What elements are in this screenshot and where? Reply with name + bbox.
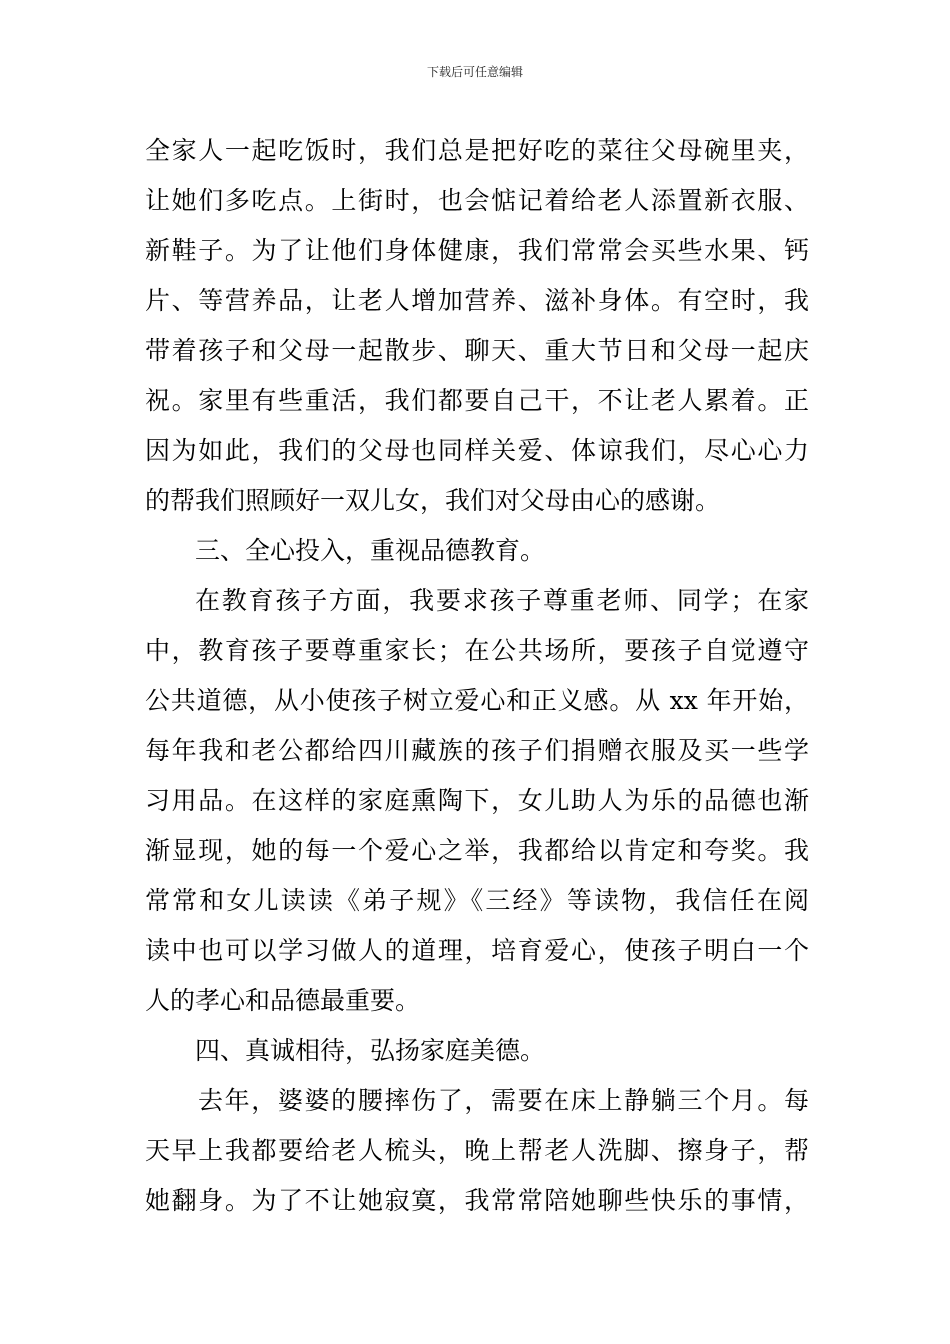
body-line-13: 每年我和老公都给四川藏族的孩子们捐赠衣服及买一些学: [145, 736, 809, 765]
page-header: 下载后可任意编辑: [426, 65, 523, 79]
body-line-10: 在教育孩子方面，我要求孩子尊重老师、同学；在家: [195, 586, 809, 615]
body-line-14: 习用品。在这样的家庭熏陶下，女儿助人为乐的品德也渐: [145, 786, 809, 815]
body-line-12: 公共道德，从小使孩子树立爱心和正义感。从 xx 年开始，: [145, 686, 809, 715]
body-line-1: 全家人一起吃饭时，我们总是把好吃的菜往父母碗里夹，: [145, 136, 809, 165]
section-heading-4: 四、真诚相待，弘扬家庭美德。: [195, 1036, 546, 1065]
body-line-21: 天早上我都要给老人梳头，晚上帮老人洗脚、擦身子，帮: [145, 1136, 809, 1165]
body-line-20: 去年，婆婆的腰摔伤了，需要在床上静躺三个月。每: [198, 1086, 809, 1115]
body-line-18: 人的孝心和品德最重要。: [145, 986, 421, 1015]
body-line-17: 读中也可以学习做人的道理，培育爱心，使孩子明白一个: [145, 936, 809, 965]
body-line-8: 的帮我们照顾好一双儿女，我们对父母由心的感谢。: [145, 486, 721, 515]
body-line-16: 常常和女儿读读《弟子规》《三经》等读物，我信任在阅: [145, 886, 809, 915]
body-line-11: 中，教育孩子要尊重家长；在公共场所，要孩子自觉遵守: [145, 636, 809, 665]
body-line-2: 让她们多吃点。上街时，也会惦记着给老人添置新衣服、: [145, 186, 809, 215]
body-line-15: 渐显现，她的每一个爱心之举，我都给以肯定和夸奖。我: [145, 836, 809, 865]
section-heading-3: 三、全心投入，重视品德教育。: [195, 536, 546, 565]
body-line-5: 带着孩子和父母一起散步、聊天、重大节日和父母一起庆: [145, 336, 809, 365]
body-line-4: 片、等营养品，让老人增加营养、滋补身体。有空时，我: [145, 286, 809, 315]
body-line-22: 她翻身。为了不让她寂寞，我常常陪她聊些快乐的事情，: [145, 1186, 809, 1215]
body-line-6: 祝。家里有些重活，我们都要自己干，不让老人累着。正: [145, 386, 809, 415]
body-line-3: 新鞋子。为了让他们身体健康，我们常常会买些水果、钙: [145, 236, 809, 265]
body-line-7: 因为如此，我们的父母也同样关爱、体谅我们，尽心心力: [145, 436, 809, 465]
